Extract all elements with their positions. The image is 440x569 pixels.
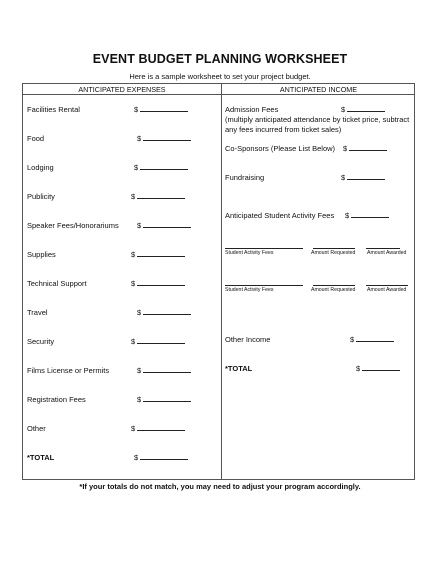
income-label-student-fees: Anticipated Student Activity Fees	[225, 211, 335, 220]
dollar-sign: $	[131, 279, 136, 288]
amount-blank[interactable]	[137, 192, 185, 199]
dollar-sign: $	[137, 366, 142, 375]
expenses-header-rule	[23, 94, 221, 95]
dollar-sign: $	[137, 395, 142, 404]
income-amount-fundraising[interactable]	[341, 173, 385, 182]
amount-blank[interactable]	[137, 337, 185, 344]
expense-label-publicity: Publicity	[27, 192, 55, 201]
footer-note: *If your totals do not match, you may need to adjust your program accordingly.	[79, 482, 361, 491]
expense-label-lodging: Lodging	[27, 163, 54, 172]
budget-worksheet	[22, 83, 415, 480]
dollar-sign: $	[345, 211, 350, 220]
dollar-sign: $	[134, 105, 139, 114]
dollar-sign: $	[131, 424, 136, 433]
amount-blank[interactable]	[143, 221, 191, 228]
expense-label-facilities: Facilities Rental	[27, 105, 80, 114]
amount-awarded-line[interactable]	[366, 248, 400, 249]
amount-blank[interactable]	[143, 395, 191, 402]
income-label-admission: Admission Fees	[225, 105, 279, 114]
expense-label-technical-support: Technical Support	[27, 279, 87, 288]
col-amount-awarded: Amount Awarded	[367, 250, 407, 256]
expense-label-films-license: Films License or Permits	[27, 366, 110, 375]
expenses-header: ANTICIPATED EXPENSES	[78, 85, 166, 94]
income-amount-total[interactable]	[356, 364, 400, 373]
col-amount-requested: Amount Requested	[311, 250, 356, 256]
expense-label-other: Other	[27, 424, 46, 433]
expense-label-travel: Travel	[27, 308, 48, 317]
admission-note-line-1: (multiply anticipated attendance by ticket price, subtract	[225, 115, 410, 124]
dollar-sign: $	[356, 364, 361, 373]
fee-source-line[interactable]	[225, 248, 303, 249]
expense-amount-food[interactable]	[137, 134, 191, 143]
amount-blank[interactable]	[143, 308, 191, 315]
dollar-sign: $	[137, 308, 142, 317]
amount-blank[interactable]	[137, 279, 185, 286]
expense-amount-technical-support[interactable]	[131, 279, 185, 288]
expense-label-speaker-fees: Speaker Fees/Honorariums	[27, 221, 119, 230]
dollar-sign: $	[131, 192, 136, 201]
income-amount-other[interactable]	[350, 335, 394, 344]
expense-amount-travel[interactable]	[137, 308, 191, 317]
amount-blank[interactable]	[349, 144, 387, 151]
income-amount-student-fees[interactable]	[345, 211, 389, 220]
dollar-sign: $	[343, 144, 348, 153]
amount-blank[interactable]	[140, 163, 188, 170]
income-label-cosponsors: Co-Sponsors (Please List Below)	[225, 144, 336, 153]
dollar-sign: $	[134, 163, 139, 172]
dollar-sign: $	[350, 335, 355, 344]
income-label-total: *TOTAL	[225, 364, 253, 373]
expense-label-supplies: Supplies	[27, 250, 56, 259]
amount-blank[interactable]	[140, 453, 188, 460]
col-amount-awarded: Amount Awarded	[367, 287, 407, 293]
column-divider	[221, 84, 222, 479]
expense-amount-supplies[interactable]	[131, 250, 185, 259]
expense-amount-publicity[interactable]	[131, 192, 185, 201]
expense-label-registration-fees: Registration Fees	[27, 395, 86, 404]
expense-label-security: Security	[27, 337, 55, 346]
amount-blank[interactable]	[362, 364, 400, 371]
income-label-other: Other Income	[225, 335, 271, 344]
expense-amount-other[interactable]	[131, 424, 185, 433]
amount-requested-line[interactable]	[313, 285, 355, 286]
amount-blank[interactable]	[347, 105, 385, 112]
expense-amount-speaker-fees[interactable]	[137, 221, 191, 230]
amount-requested-line[interactable]	[313, 248, 355, 249]
income-amount-admission[interactable]	[341, 105, 385, 114]
dollar-sign: $	[131, 250, 136, 259]
dollar-sign: $	[341, 173, 346, 182]
amount-blank[interactable]	[137, 250, 185, 257]
amount-blank[interactable]	[140, 105, 188, 112]
amount-blank[interactable]	[143, 134, 191, 141]
expense-amount-registration-fees[interactable]	[137, 395, 191, 404]
dollar-sign: $	[131, 337, 136, 346]
page-subtitle: Here is a sample worksheet to set your project budget.	[129, 72, 311, 81]
col-amount-requested: Amount Requested	[311, 287, 356, 293]
expense-amount-security[interactable]	[131, 337, 185, 346]
expense-amount-lodging[interactable]	[134, 163, 188, 172]
income-label-fundraising: Fundraising	[225, 173, 265, 182]
income-header-rule	[222, 94, 415, 95]
dollar-sign: $	[137, 134, 142, 143]
amount-blank[interactable]	[356, 335, 394, 342]
page-title: EVENT BUDGET PLANNING WORKSHEET	[92, 52, 348, 66]
expense-amount-facilities[interactable]	[134, 105, 188, 114]
expense-amount-films-license[interactable]	[137, 366, 191, 375]
income-header: ANTICIPATED INCOME	[279, 85, 358, 94]
amount-blank[interactable]	[351, 211, 389, 218]
amount-awarded-line[interactable]	[366, 285, 408, 286]
dollar-sign: $	[137, 221, 142, 230]
col-student-activity-fees: Student Activity Fees	[225, 287, 274, 293]
income-amount-cosponsors[interactable]	[343, 144, 387, 153]
expense-label-total: *TOTAL	[27, 453, 55, 462]
expense-label-food: Food	[27, 134, 45, 143]
fee-source-line[interactable]	[225, 285, 303, 286]
amount-blank[interactable]	[347, 173, 385, 180]
amount-blank[interactable]	[143, 366, 191, 373]
dollar-sign: $	[134, 453, 139, 462]
admission-note-line-2: any fees incurred from ticket sales)	[225, 125, 342, 134]
dollar-sign: $	[341, 105, 346, 114]
amount-blank[interactable]	[137, 424, 185, 431]
expense-amount-total[interactable]	[134, 453, 188, 462]
col-student-activity-fees: Student Activity Fees	[225, 250, 274, 256]
